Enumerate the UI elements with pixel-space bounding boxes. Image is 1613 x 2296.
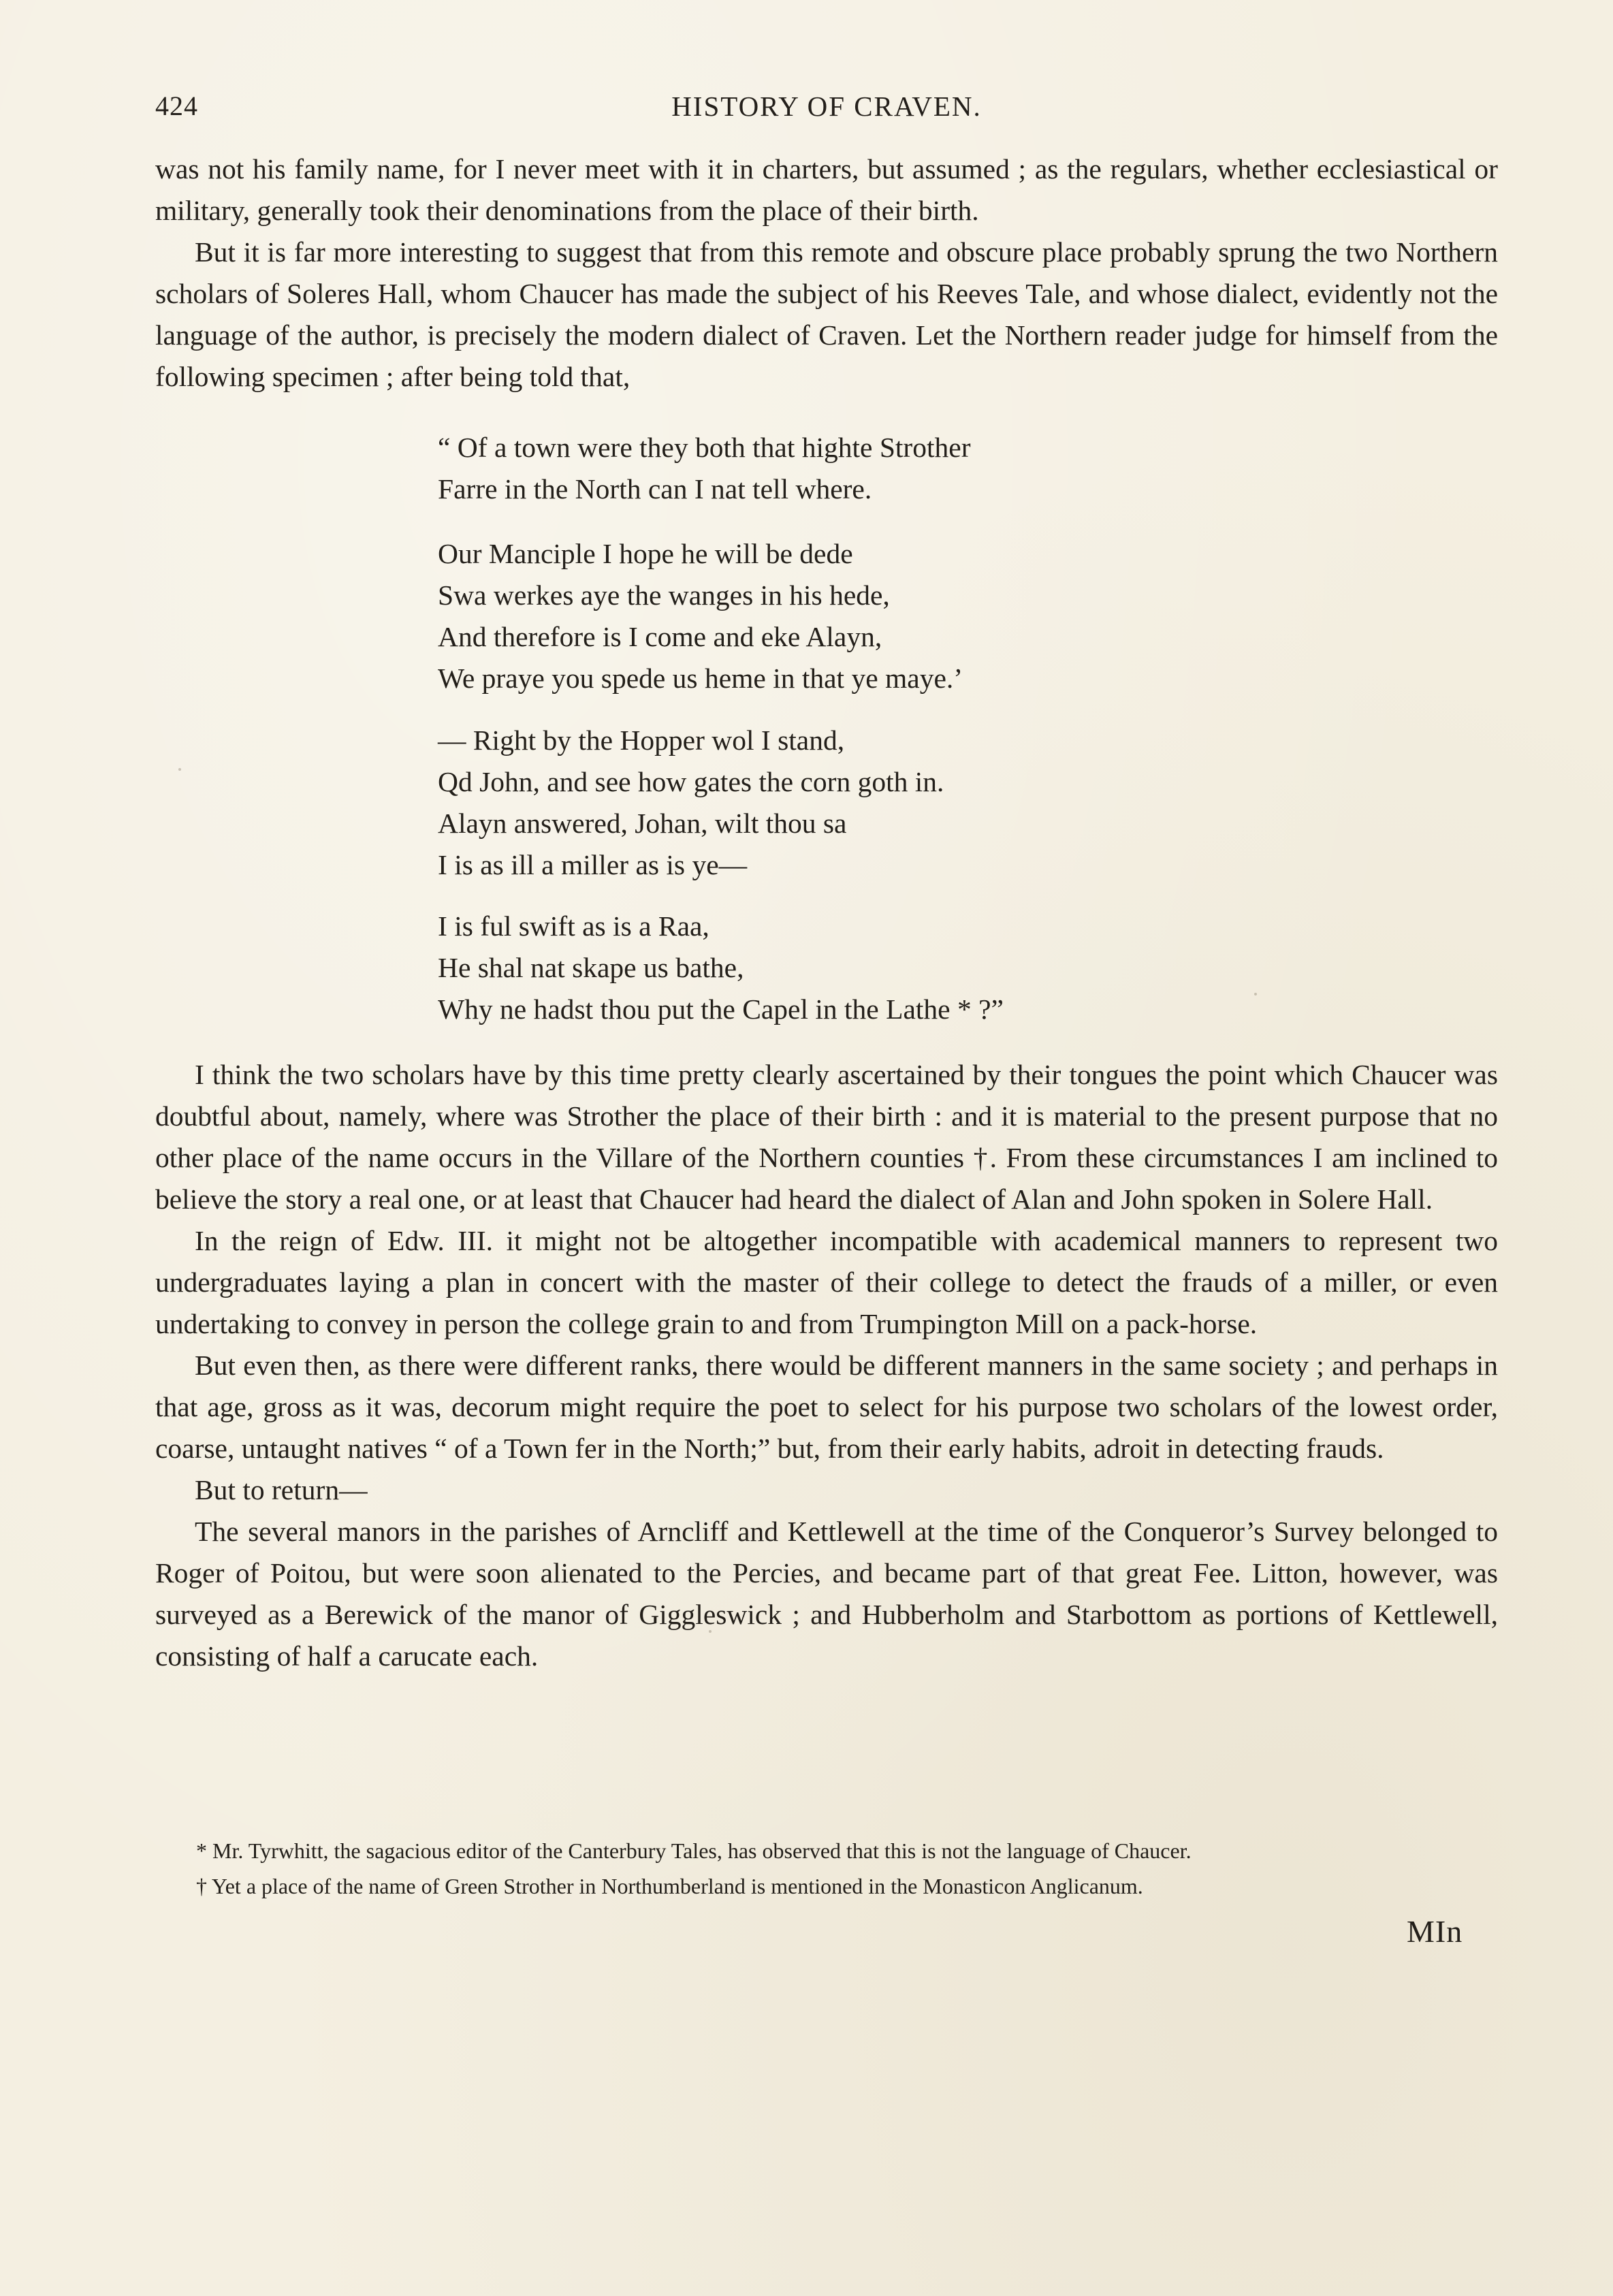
verse-line: And therefore is I come and eke Alayn, <box>438 621 882 652</box>
verse-line: I is as ill a miller as is ye— <box>438 849 748 880</box>
footnote: † Yet a place of the name of Green Strother in Northumberland is mentioned in the Monasticon Anglicanum. <box>196 1874 1143 1898</box>
paragraph-chaucer-intro <box>155 232 1498 398</box>
paragraph: But to return— <box>195 1474 368 1505</box>
paper-speck <box>178 768 181 771</box>
verse-line: “ Of a town were they both that highte Strother <box>438 432 971 463</box>
verse-stanza-2 <box>438 533 1309 699</box>
verse-stanza-4 <box>438 906 1309 1030</box>
catchword: MIn <box>1407 1914 1463 1949</box>
verse-line: Why ne hadst thou put the Capel in the Lathe * ?” <box>438 993 1004 1025</box>
verse-line: Alayn answered, Johan, wilt thou sa <box>438 808 847 839</box>
main-text-block <box>155 1054 1498 1677</box>
paragraph: But it is far more interesting to suggest that from this remote and obscure place probably sprung the two Northern scholars of Soleres Hall, whom Chaucer has made the subject of his Reeves Tale, and whose dialect, evidently not the language of the author, is precisely the modern dialect of Craven. Let the Northern reader judge for himself from the following specimen ; after being told that, <box>155 236 1498 392</box>
paper-speck <box>709 1630 712 1633</box>
page-header <box>155 90 1498 131</box>
verse-line: Swa werkes aye the wanges in his hede, <box>438 579 890 611</box>
paper-speck <box>1254 993 1257 995</box>
verse-line: Qd John, and see how gates the corn goth in. <box>438 766 944 797</box>
paragraph: was not his family name, for I never meet with it in charters, but assumed ; as the regulars, whether ecclesiastical or military, generally took their denominations from the place of their birth. <box>155 153 1498 226</box>
paragraph: The several manors in the parishes of Arncliff and Kettlewell at the time of the Conqueror’s Survey belonged to Roger of Poitou, but were soon alienated to the Percies, and became part of that great Fee. Litton, however, was surveyed as a Berewick of the manor of Giggleswick ; and Hubberholm and Starbottom as portions of Kettlewell, consisting of half a carucate each. <box>155 1516 1498 1672</box>
verse-line: — Right by the Hopper wol I stand, <box>438 724 845 756</box>
running-title: HISTORY OF CRAVEN. <box>671 91 982 122</box>
verse-line: Farre in the North can I nat tell where. <box>438 473 872 505</box>
page-number: 424 <box>155 91 198 121</box>
paragraph-continuation <box>155 148 1498 232</box>
verse-line: We praye you spede us heme in that ye maye.’ <box>438 663 963 694</box>
verse-stanza-1 <box>438 427 1309 510</box>
verse-stanza-3 <box>438 720 1309 886</box>
verse-line: He shal nat skape us bathe, <box>438 952 744 983</box>
verse-line: I is ful swift as is a Raa, <box>438 910 709 942</box>
paragraph: But even then, as there were different ranks, there would be different manners in the same society ; and perhaps in that age, gross as it was, decorum might require the poet to select for his purpose two scholars of the lowest order, coarse, untaught natives “ of a Town fer in the North;” but, from their early habits, adroit in detecting frauds. <box>155 1350 1498 1464</box>
verse-line: Our Manciple I hope he will be dede <box>438 538 853 569</box>
paragraph: I think the two scholars have by this time pretty clearly ascertained by their tongues the point which Chaucer was doubtful about, namely, where was Strother the place of their birth : and it is material to the present purpose that no other place of the name occurs in the Villare of the Northern counties †. From these circumstances I am inclined to believe the story a real one, or at least that Chaucer had heard the dialect of Alan and John spoken in Solere Hall. <box>155 1059 1498 1215</box>
footnote: * Mr. Tyrwhitt, the sagacious editor of the Canterbury Tales, has observed that this is not the language of Chaucer. <box>196 1838 1192 1863</box>
footnotes <box>196 1833 1498 1904</box>
paragraph: In the reign of Edw. III. it might not be altogether incompatible with academical manners to represent two undergraduates laying a plan in concert with the master of their college to detect the frauds of a miller, or even undertaking to convey in person the college grain to and from Trumpington Mill on a pack-horse. <box>155 1225 1498 1339</box>
